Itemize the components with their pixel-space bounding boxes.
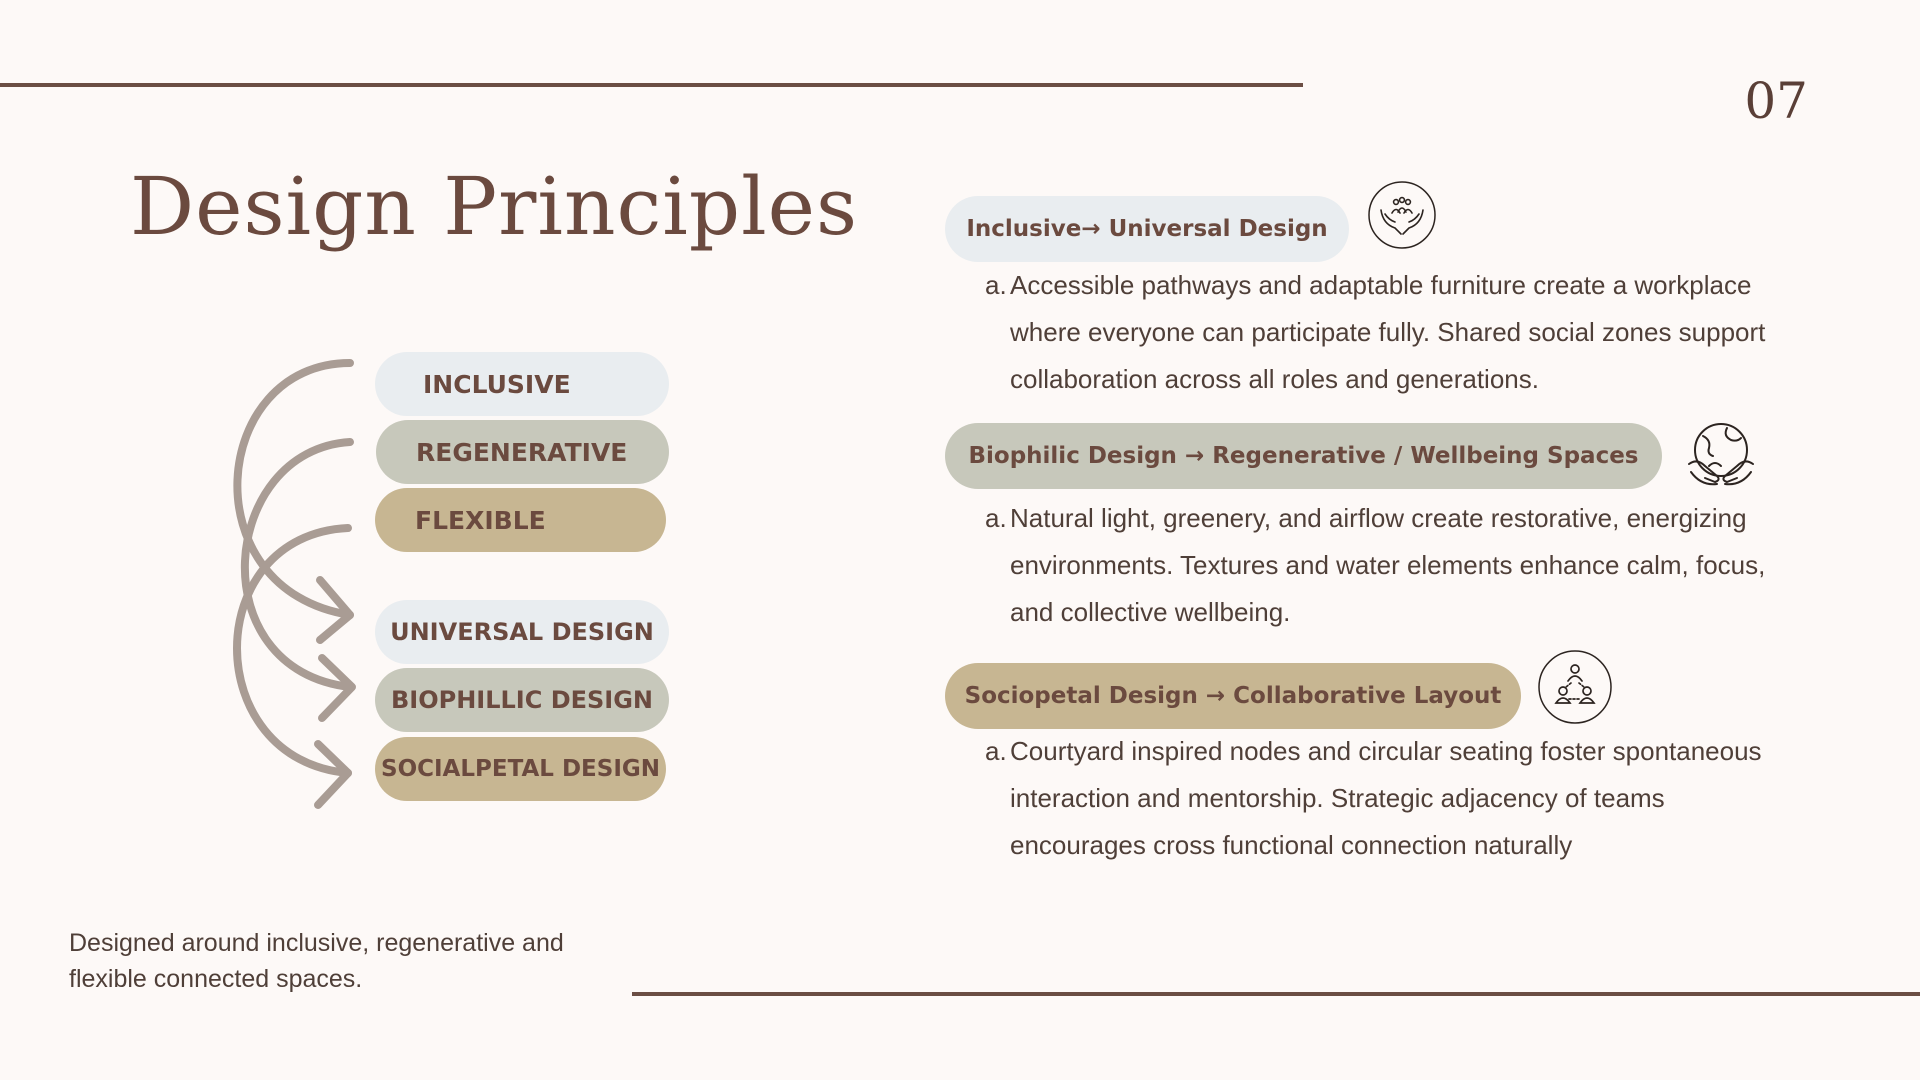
- section-text: Accessible pathways and adaptable furniture create a workplace where everyone can participate fully. Shared social zones support collaboration across all roles and generations.: [1010, 270, 1766, 394]
- list-marker: a.: [985, 503, 1007, 533]
- list-marker: a.: [985, 736, 1007, 766]
- pill-biophillic-design: [375, 668, 669, 732]
- page-title: Design Principles: [130, 160, 859, 253]
- pill-inclusive: [375, 352, 669, 416]
- section-3-body: [985, 728, 1800, 869]
- team-network-icon: [1537, 649, 1613, 725]
- section-text: Natural light, greenery, and airflow create restorative, energizing environments. Textures and water elements enhance calm, focus, and collective wellbeing.: [1010, 503, 1766, 627]
- pill-label: REGENERATIVE: [416, 437, 628, 467]
- pill-label: SOCIALPETAL DESIGN: [381, 756, 660, 782]
- bottom-divider: [632, 992, 1920, 996]
- section-text: Courtyard inspired nodes and circular seating foster spontaneous interaction and mentorship. Strategic adjacency of teams encourages cross functional connection naturally: [1010, 736, 1762, 860]
- section-2-heading: [945, 423, 1662, 489]
- pill-label: UNIVERSAL DESIGN: [390, 618, 654, 646]
- pill-socialpetal-design: [375, 737, 666, 801]
- pill-label: INCLUSIVE: [423, 369, 571, 399]
- section-heading-label: Inclusive→ Universal Design: [966, 216, 1328, 242]
- list-marker: a.: [985, 270, 1007, 300]
- pill-flexible: [375, 488, 666, 552]
- section-1-heading: [945, 196, 1349, 262]
- hands-holding-people-icon: [1367, 180, 1437, 250]
- section-3-heading: [945, 663, 1521, 729]
- section-1-body: [985, 262, 1790, 403]
- connector-arrows: [200, 340, 370, 820]
- caption: Designed around inclusive, regenerative and flexible connected spaces.: [69, 929, 564, 993]
- pill-regenerative: [376, 420, 669, 484]
- top-divider: [0, 83, 1303, 87]
- curve-arrow-3: [237, 528, 348, 773]
- pill-label: FLEXIBLE: [415, 505, 546, 535]
- section-heading-label: Sociopetal Design → Collaborative Layout: [964, 683, 1502, 709]
- section-heading-label: Biophilic Design → Regenerative / Wellbeing Spaces: [968, 443, 1639, 469]
- hands-holding-globe-icon: [1683, 418, 1759, 494]
- pill-universal-design: [375, 600, 669, 664]
- page-number: 07: [1744, 72, 1808, 130]
- pill-label: BIOPHILLIC DESIGN: [390, 686, 654, 714]
- section-2-body: [985, 495, 1810, 636]
